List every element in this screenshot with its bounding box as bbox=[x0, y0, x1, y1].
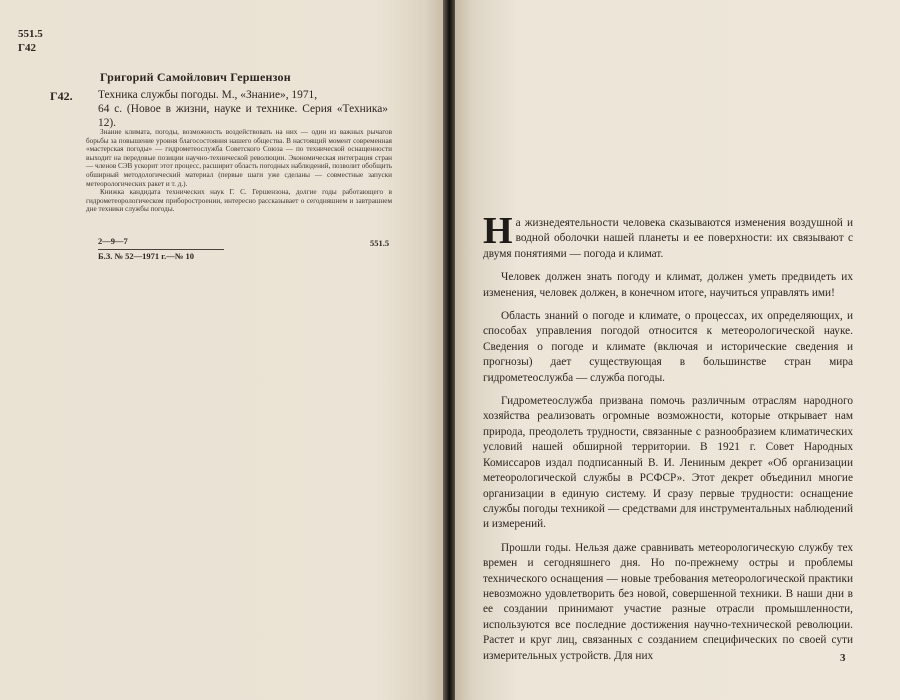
paragraph-1 bbox=[483, 210, 853, 262]
udc-index: Г42 bbox=[18, 42, 36, 54]
citation-line-1: Техника службы погоды. М., «Знание», 1971, bbox=[98, 89, 318, 101]
paragraph-1-text: а жизнедеятельности человека сказываются изменения воздушной и водной оболочки нашей планеты и ее поверхности: их связывают с двумя понятиями — погода и климат. bbox=[483, 217, 853, 260]
book-gutter bbox=[443, 0, 455, 700]
udc-block bbox=[18, 27, 43, 55]
paragraph-2: Человек должен знать погоду и климат, должен уметь предвидеть их изменения, человек должен, в конечном итоге, научиться управлять ими! bbox=[483, 271, 853, 299]
divider-rule bbox=[98, 249, 224, 250]
annotation-paragraph-2: Книжка кандидата технических наук Г. С. Гершензона, долгие годы работающего в гидрометеорологическом приборостроении, интересно рассказывает о сегодняшнем и завтрашнем дне техники службы погоды. bbox=[86, 188, 392, 214]
annotation-paragraph-1: Знание климата, погоды, возможность воздействовать на них — один из важных рычагов борьбы за повышение уровня благосостояния нашего общества. В настоящий момент современная «мастерская погоды» — гидрометеослужба Советского Союза — по технической оснащенности выходит на передовые позиции научно-технической революции. Экономическая интеграция стран — членов СЭВ ускорит этот процесс, расширит область погодных наблюдений, позволит обобщить обширный методологический материал (первые шаги уже сделаны — совместные запуски метеорологических ракет и т. д.). bbox=[86, 128, 392, 188]
udc-code: 551.5 bbox=[18, 28, 43, 40]
bz-line: Б.З. № 52—1971 г.—№ 10 bbox=[98, 251, 194, 261]
paragraph-3: Область знаний о погоде и климате, о процессах, их определяющих, и способах управления погодой относится к метеорологической науке. Сведения о погоде и климате (включая и исторические сведения и прогнозы) дает существующая в большинстве стран мира гидрометеослужба — служба погоды. bbox=[483, 310, 853, 384]
left-page bbox=[0, 0, 443, 700]
catalog-index: Г42. bbox=[50, 89, 73, 103]
class-code: 2—9—7 bbox=[98, 236, 128, 246]
author-name: Григорий Самойлович Гершензон bbox=[100, 70, 291, 84]
drop-cap: Н bbox=[483, 210, 513, 252]
book-annotation bbox=[86, 128, 392, 214]
page-number: 3 bbox=[840, 652, 846, 664]
main-text bbox=[483, 210, 853, 672]
citation-line-2: 64 с. (Новое в жизни, науке и технике. Серия «Техника» 12). bbox=[98, 103, 388, 129]
paragraph-4: Гидрометеослужба призвана помочь различным отраслям народного хозяйства реализовать огромные возможности, которые открывает нам природа, преодолеть трудности, связанные с разнообразием климатических условий нашей обширной территории. В 1921 г. Совет Народных Комиссаров издал подписанный В. И. Лениным декрет «Об организации метеорологической службы в РСФСР». Этот декрет объединил многие организации в единую систему. И сразу первые трудности: оснащение службы погоды техникой — средствами для инструментальных наблюдений и измерений. bbox=[483, 395, 853, 531]
bibliographic-citation bbox=[98, 88, 388, 130]
paragraph-5: Прошли годы. Нельзя даже сравнивать метеорологическую службу тех времен и сегодняшнего дня. Но по-прежнему остры и проблемы технического оснащения — новые требования метеорологической практики невозможно удовлетворить без новой, совершенной техники. В наши дни в ее создании принимают участие разные отрасли промышленности, используются все последние достижения научно-технической революции. Растет и круг лиц, связанных с созданием специфических по своей сути измерительных устройств. Для них bbox=[483, 541, 853, 662]
udc-bottom: 551.5 bbox=[370, 238, 390, 248]
